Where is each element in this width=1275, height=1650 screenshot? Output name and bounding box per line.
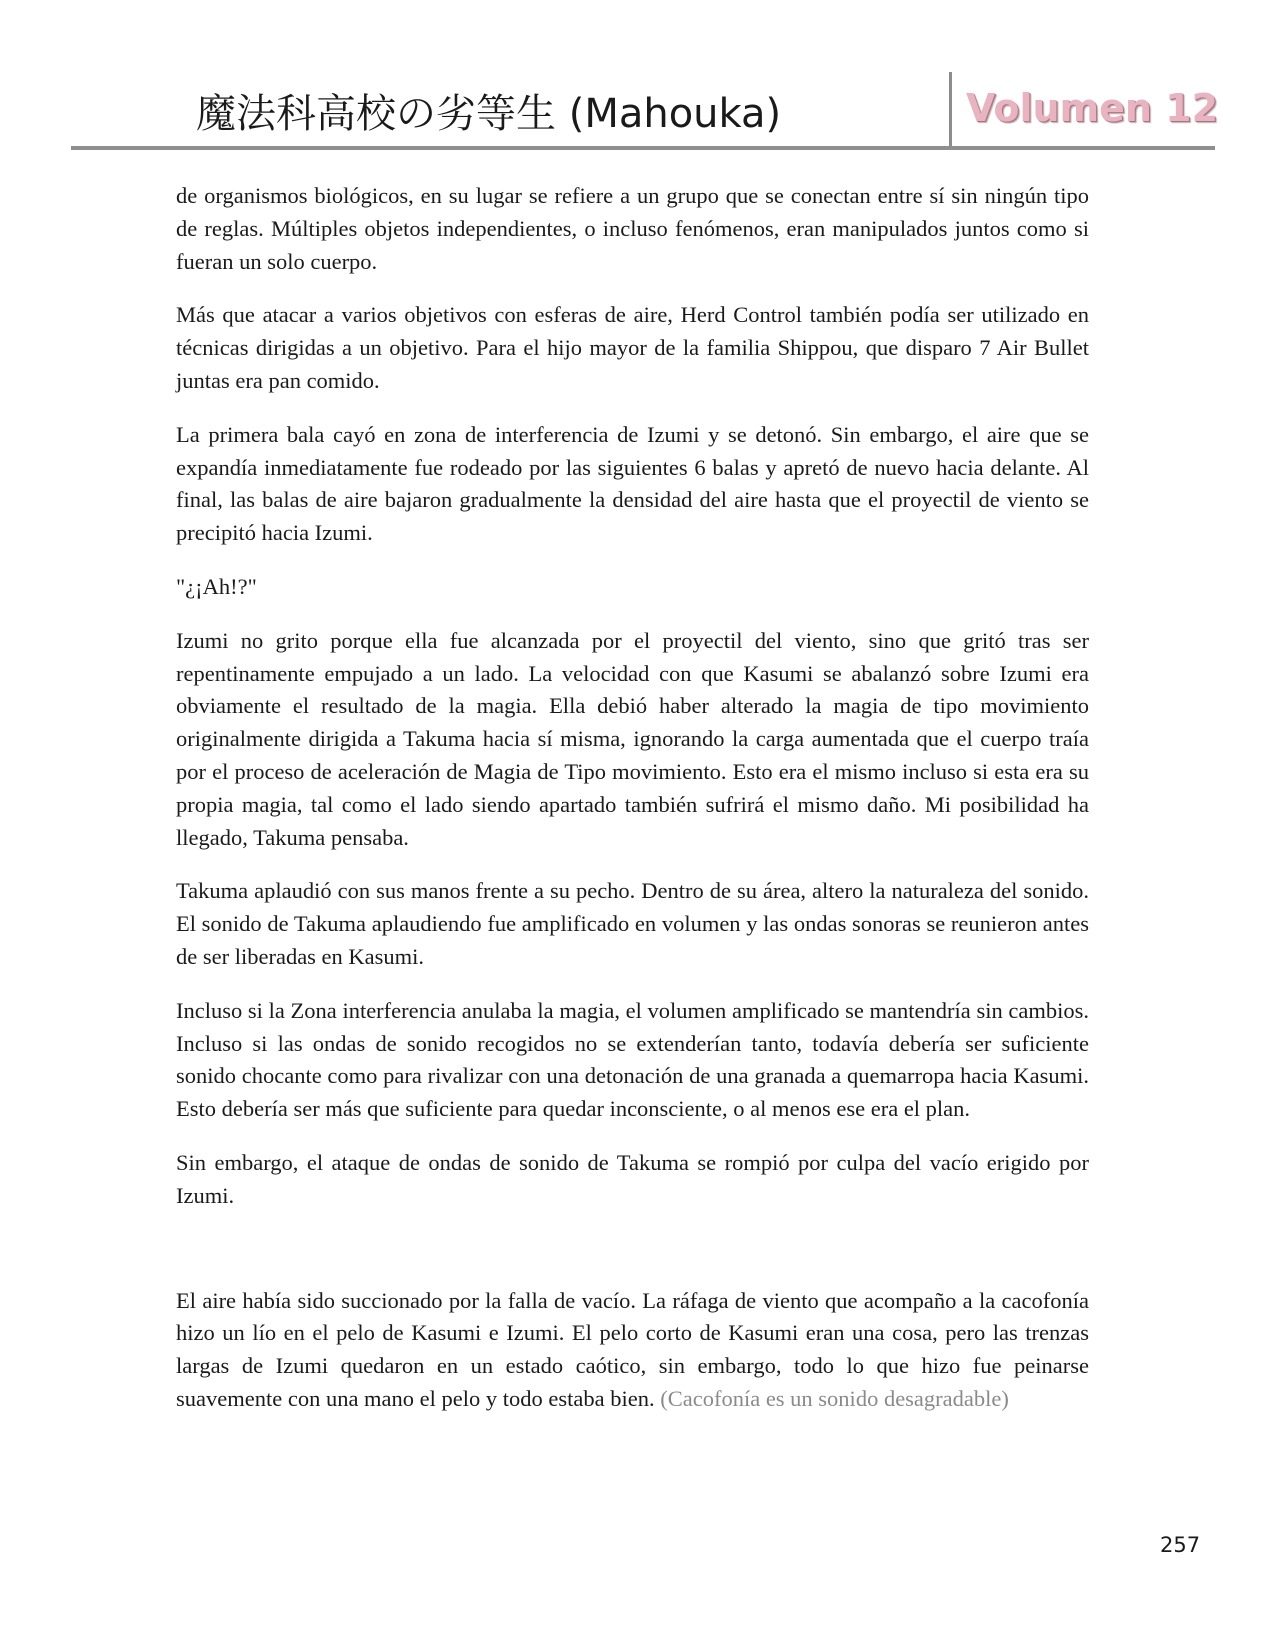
header-divider (949, 72, 952, 148)
book-title: 魔法科高校の劣等生 (Mahouka) (196, 91, 782, 137)
paragraph: de organismos biológicos, en su lugar se refiere a un grupo que se conectan entre sí sin ningún tipo de reglas. Múltiples objetos independientes, o incluso fenómenos, eran manipulados juntos como si fueran un solo cuerpo. (176, 183, 1089, 274)
page-number: 257 (1160, 1533, 1201, 1557)
paragraph: La primera bala cayó en zona de interferencia de Izumi y se detonó. Sin embargo, el aire que se expandía inmediatamente fue rodeado por las siguientes 6 balas y apretó de nuevo hacia delante. Al final, las balas de aire bajaron gradualmente la densidad del aire hasta que el proyectil de viento se precipitó hacia Izumi. (176, 421, 1089, 546)
paragraph-last (176, 1285, 1089, 1416)
page-header (0, 0, 1275, 160)
volume-label: Volumen 12 (966, 86, 1219, 130)
header-rule (71, 146, 1215, 150)
translator-note: (Cacofonía es un sonido desagradable) (660, 1385, 1009, 1411)
page-body (176, 180, 1089, 1437)
paragraph: Incluso si la Zona interferencia anulaba la magia, el volumen amplificado se mantendría sin cambios. Incluso si las ondas de sonido recogidos no se extenderían tanto, todavía debería ser suficiente sonido chocante como para rivalizar con una detonación de una granada a quemarropa hacia Kasumi. Esto debería ser más que suficiente para quedar inconsciente, o al menos ese era el plan. (176, 997, 1089, 1122)
paragraph: Sin embargo, el ataque de ondas de sonido de Takuma se rompió por culpa del vacío erigido por Izumi. (176, 1149, 1089, 1208)
dialogue-line: "¿¡Ah!?" (176, 573, 257, 599)
paragraph-text: El aire había sido succionado por la falla de vacío. La ráfaga de viento que acompaño a la cacofonía hizo un lío en el pelo de Kasumi e Izumi. El pelo corto de Kasumi eran una cosa, pero las trenzas largas de Izumi quedaron en un estado caótico, sin embargo, todo lo que hizo fue peinarse suavemente con una mano el pelo y todo estaba bien. (176, 1287, 1089, 1411)
paragraph: Izumi no grito porque ella fue alcanzada por el proyectil del viento, sino que gritó tras ser repentinamente empujado a un lado. La velocidad con que Kasumi se abalanzó sobre Izumi era obviamente el resultado de la magia. Ella debió haber alterado la magia de tipo movimiento originalmente dirigida a Takuma hacia sí misma, ignorando la carga aumentada que el cuerpo traía por el proceso de aceleración de Magia de Tipo movimiento. Esto era el mismo incluso si esta era su propia magia, tal como el lado siendo apartado también sufrirá el mismo daño. Mi posibilidad ha llegado, Takuma pensaba. (176, 627, 1089, 850)
paragraph: Takuma aplaudió con sus manos frente a su pecho. Dentro de su área, altero la naturaleza del sonido. El sonido de Takuma aplaudiendo fue amplificado en volumen y las ondas sonoras se reunieron antes de ser liberadas en Kasumi. (176, 878, 1089, 969)
paragraph: Más que atacar a varios objetivos con esferas de aire, Herd Control también podía ser utilizado en técnicas dirigidas a un objetivo. Para el hijo mayor de la familia Shippou, que disparo 7 Air Bullet juntas era pan comido. (176, 302, 1089, 393)
